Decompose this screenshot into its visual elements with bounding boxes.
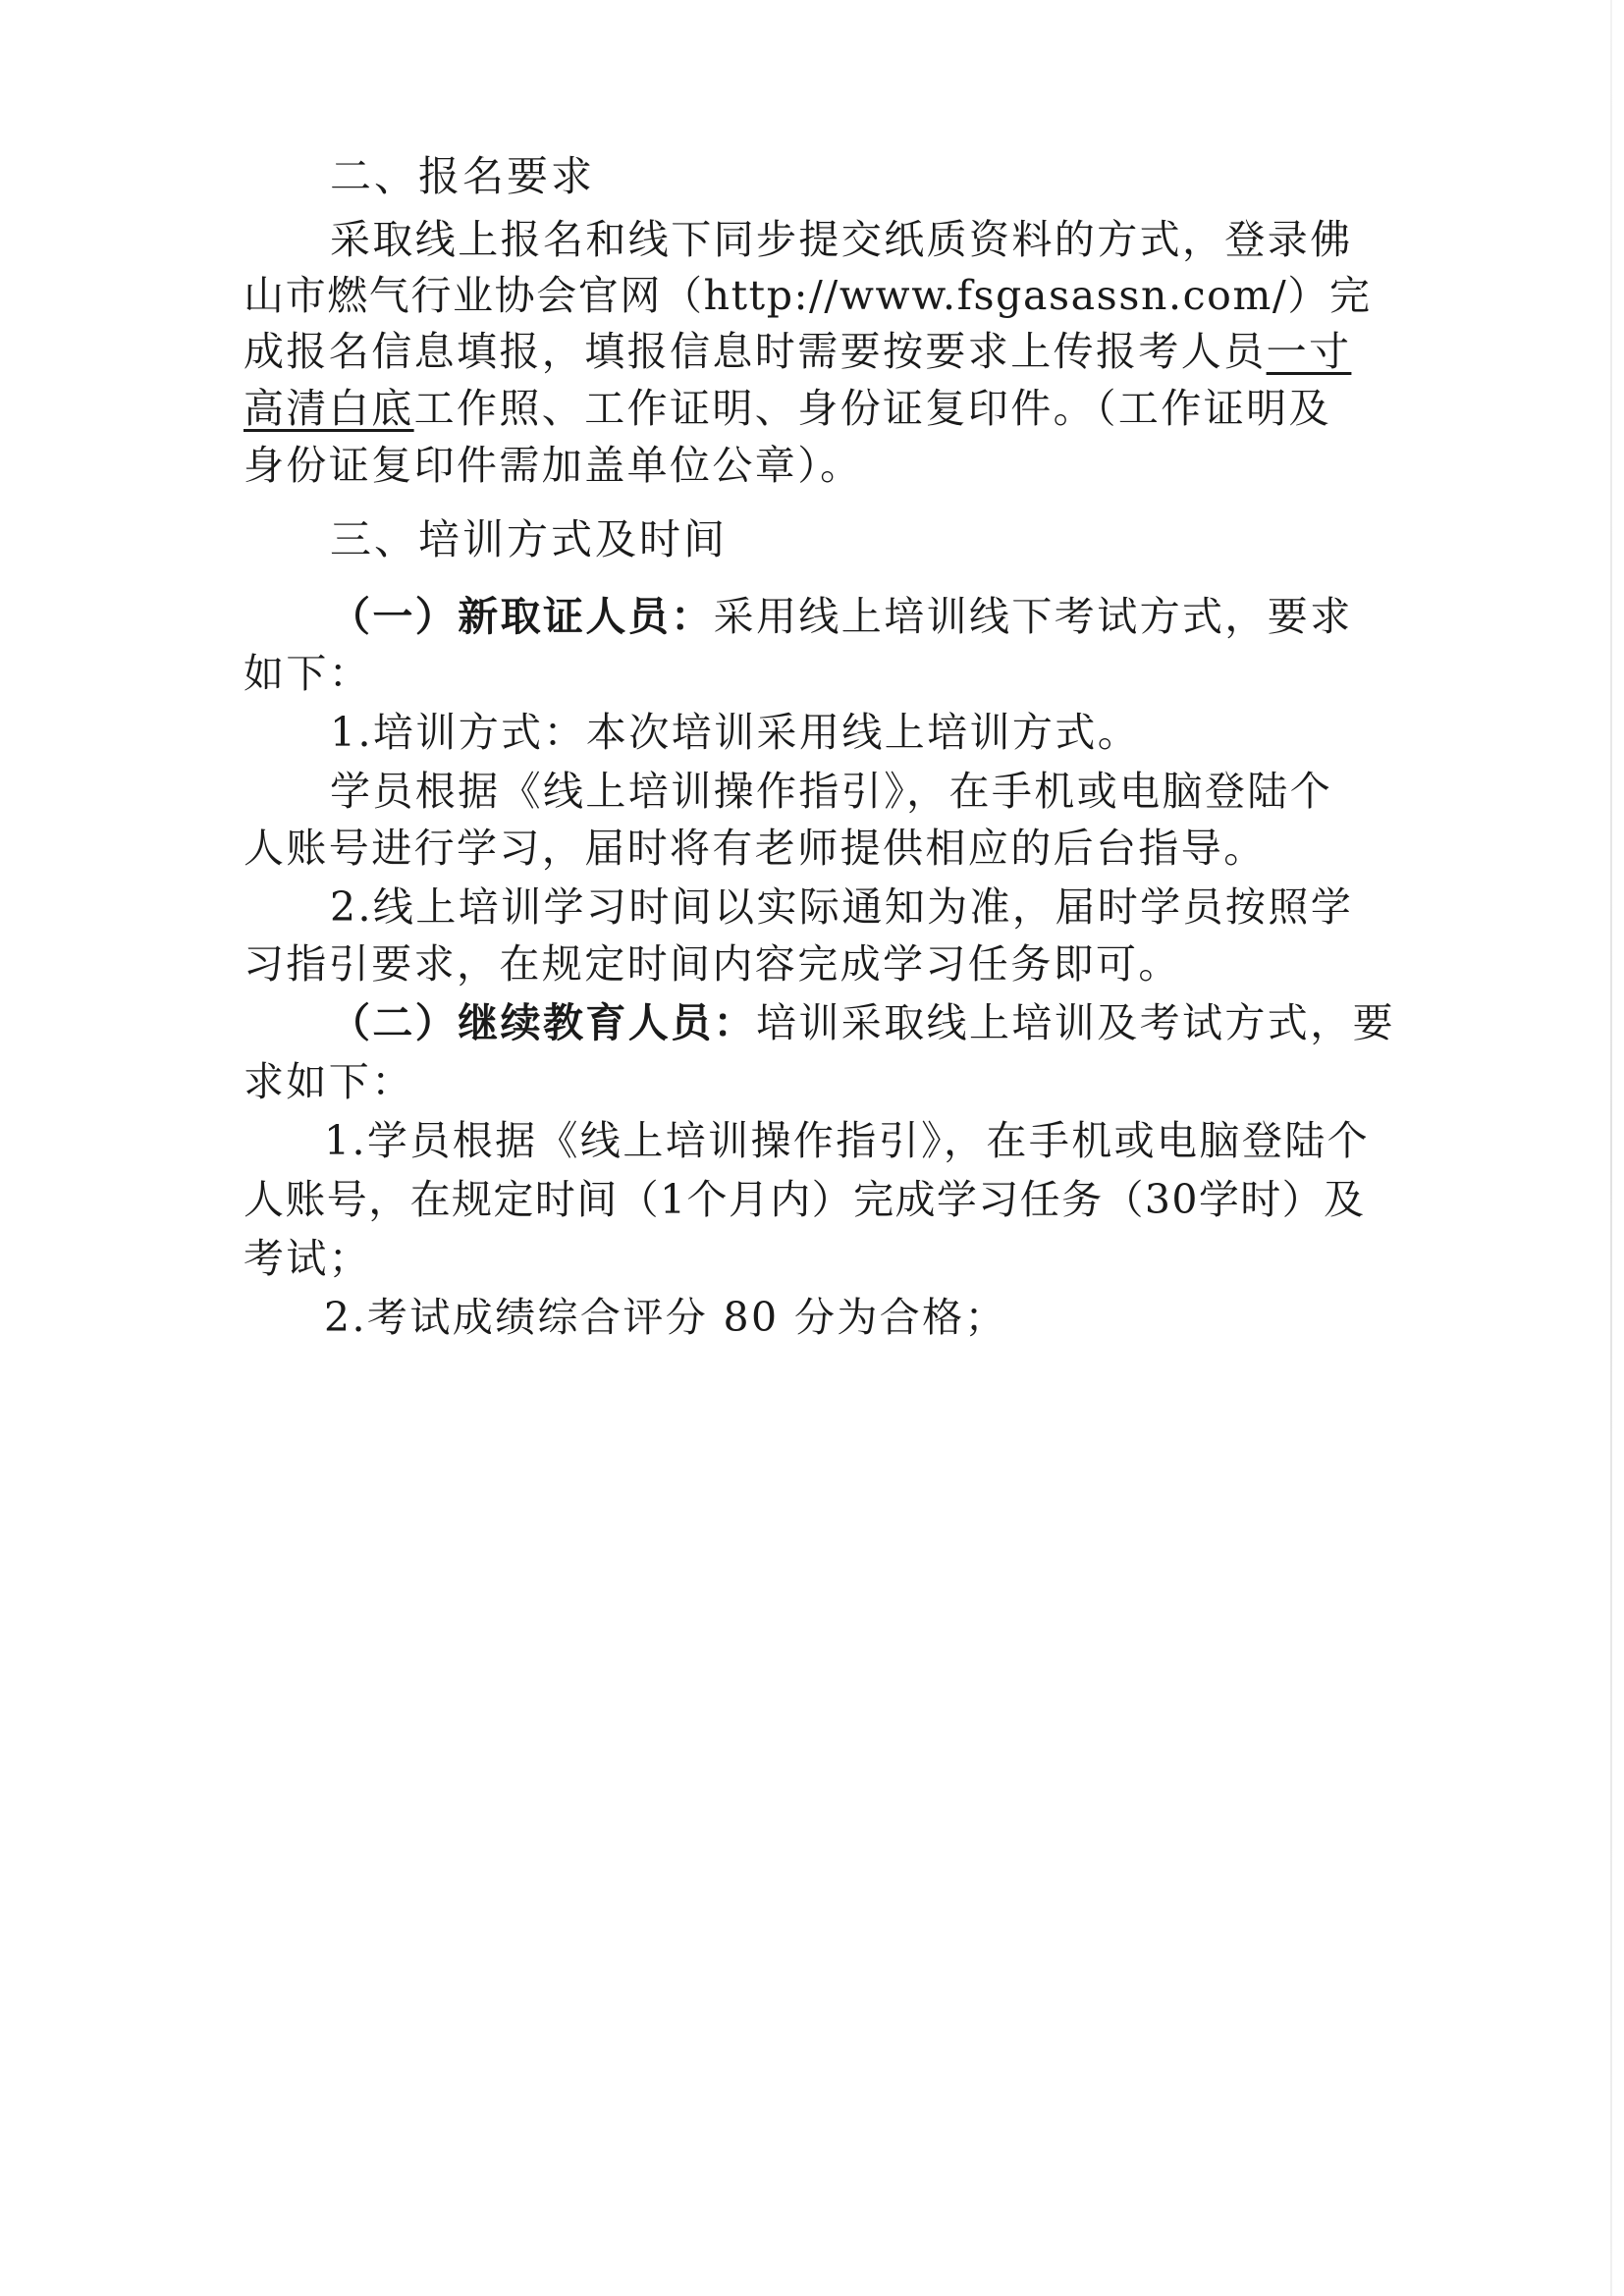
paragraph-line: 考试；: [244, 1235, 372, 1282]
paragraph-line: 人账号，在规定时间（1个月内）完成学习任务（30学时）及: [244, 1176, 1366, 1223]
section-heading-registration: 二、报名要求: [330, 152, 596, 200]
paragraph-line: 学员根据《线上培训操作指引》，在手机或电脑登陆个: [330, 768, 1333, 815]
section-heading-training: 三、培训方式及时间: [330, 515, 729, 563]
paragraph-text: 工作照、工作证明、身份证复印件。（工作证明及: [413, 385, 1331, 432]
paragraph-line: 采取线上报名和线下同步提交纸质资料的方式，登录佛: [330, 216, 1353, 263]
subsection-text: 培训采取线上培训及考试方式，要: [756, 999, 1395, 1046]
subsection-line: [330, 993, 1395, 1052]
paragraph-line: 山市燃气行业协会官网（http://www.fsgasassn.com/）完: [244, 272, 1372, 319]
paragraph-line: 求如下：: [244, 1058, 414, 1105]
underlined-text: 一寸: [1266, 328, 1352, 375]
list-item: 2.考试成绩综合评分 80 分为合格；: [324, 1294, 1007, 1341]
subsection-label: （一）新取证人员：: [330, 593, 714, 640]
paragraph-line: 人账号进行学习，届时将有老师提供相应的后台指导。: [244, 825, 1267, 872]
paragraph-text: 成报名信息填报，填报信息时需要按要求上传报考人员: [244, 328, 1267, 375]
paragraph-line: [244, 379, 1331, 438]
paragraph-line: 如下：: [244, 650, 372, 697]
paragraph-line: 习指引要求，在规定时间内容完成学习任务即可。: [244, 940, 1181, 988]
list-item: 1.培训方式：本次培训采用线上培训方式。: [330, 709, 1141, 756]
list-item: 2.线上培训学习时间以实际通知为准，届时学员按照学: [330, 883, 1354, 931]
paragraph-line: [244, 322, 1351, 381]
scan-edge: [1610, 0, 1612, 2296]
paragraph-line: 身份证复印件需加盖单位公章）。: [244, 442, 863, 489]
underlined-text: 高清白底: [244, 385, 414, 432]
list-item: 1.学员根据《线上培训操作指引》，在手机或电脑登陆个: [324, 1117, 1371, 1164]
subsection-label: （二）继续教育人员：: [330, 999, 756, 1046]
subsection-text: 采用线上培训线下考试方式，要求: [713, 593, 1353, 640]
subsection-line: [330, 587, 1353, 646]
